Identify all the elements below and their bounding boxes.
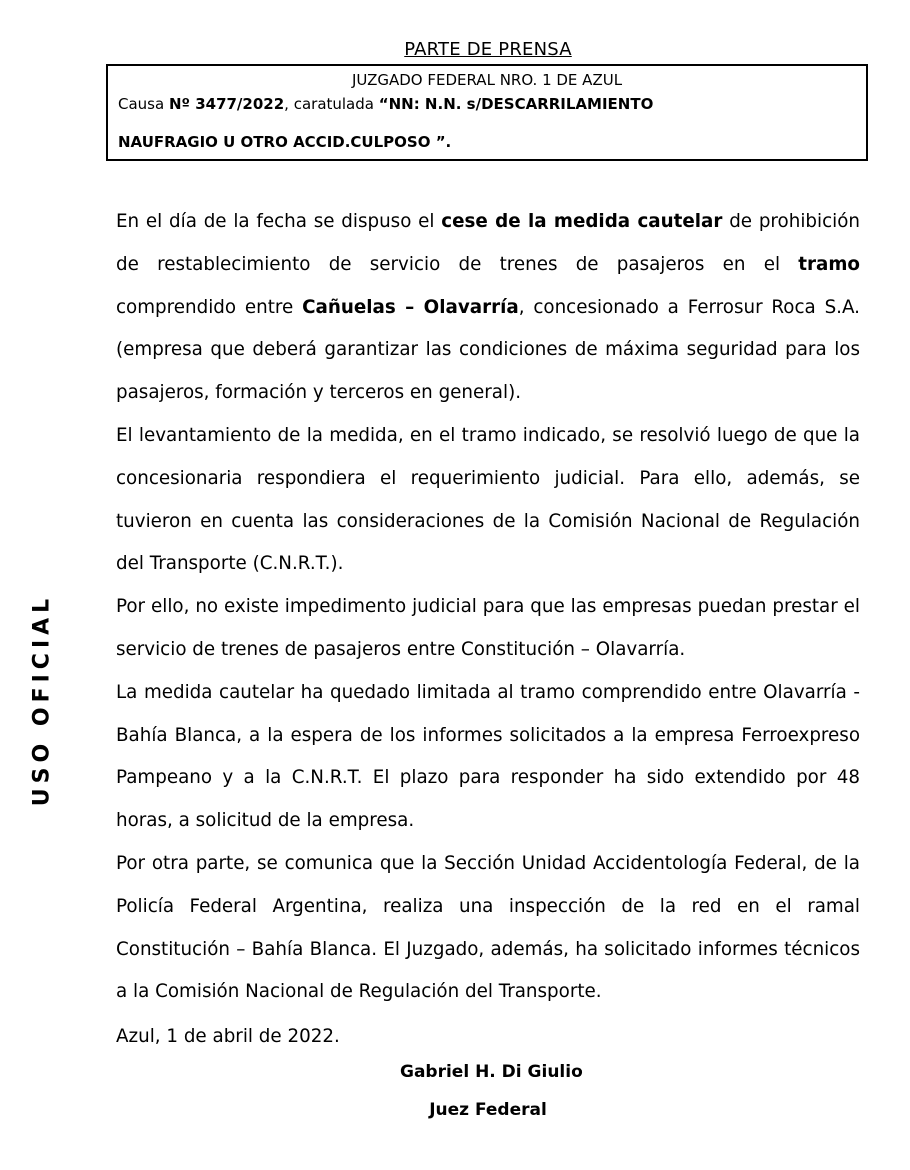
paragraph-3: Por ello, no existe impedimento judicial para que las empresas puedan prestar el servicio de trenes de pasajeros entre Constitución – Olavarría. [116, 596, 860, 660]
document-title: PARTE DE PRENSA [404, 39, 572, 60]
official-use-stamp: USO OFICIAL [29, 593, 55, 807]
paragraph-1-bold-c: Cañuelas – Olavarría [302, 296, 519, 318]
case-caption-line1: “NN: N.N. s/DESCARRILAMIENTO [378, 95, 654, 113]
case-header-box [106, 64, 868, 161]
case-reference-line [118, 95, 653, 113]
signer-title: Juez Federal [429, 1100, 547, 1120]
paragraph-5: Por otra parte, se comunica que la Sección Unidad Accidentología Federal, de la Policía Federal Argentina, realiza una inspección de la red en el ramal Constitución – Bahía Blanca. El Juzgado, además, ha solicitado informes técnicos a la Comisión Nacional de Regulación del Transporte. [116, 852, 860, 1003]
paragraph-1-bold-b: tramo [798, 253, 860, 275]
case-number: Nº 3477/2022 [168, 95, 285, 113]
case-caption-line2: NAUFRAGIO U OTRO ACCID.CULPOSO ”. [118, 133, 452, 151]
signer-name: Gabriel H. Di Giulio [400, 1062, 583, 1082]
paragraph-2: El levantamiento de la medida, en el tramo indicado, se resolvió luego de que la concesionaria respondiera el requerimiento judicial. Para ello, además, se tuvieron en cuenta las consideraciones de la Comisión Nacional de Regulación del Transporte (C.N.R.T.). [116, 424, 860, 575]
paragraph-1-text-b: de prohibición de restablecimiento de servicio de trenes de pasajeros en el [116, 211, 860, 275]
paragraph-1-text-c: comprendido entre [116, 296, 303, 318]
paragraph-1-text-d: , concesionado a Ferrosur Roca S.A. (empresa que deberá garantizar las condiciones de máxima seguridad para los pasajeros, formación y terceros en general). [116, 296, 860, 404]
case-mid: , caratulada [284, 95, 379, 113]
paragraph-1-text-a: En el día de la fecha se dispuso el [116, 211, 442, 232]
paragraph-1-bold-a: cese de la medida cautelar [441, 211, 723, 232]
date-line: Azul, 1 de abril de 2022. [116, 1026, 340, 1047]
paragraph-4: La medida cautelar ha quedado limitada al tramo comprendido entre Olavarría - Bahía Blanca, a la espera de los informes solicitados a la empresa Ferroexpreso Pampeano y a la C.N.R.T. El plazo para responder ha sido extendido por 48 horas, a solicitud de la empresa. [116, 681, 860, 832]
body-text [116, 201, 860, 1014]
paragraph-1 [116, 201, 860, 415]
court-name: JUZGADO FEDERAL NRO. 1 DE AZUL [351, 71, 623, 89]
case-prefix: Causa [118, 95, 169, 113]
